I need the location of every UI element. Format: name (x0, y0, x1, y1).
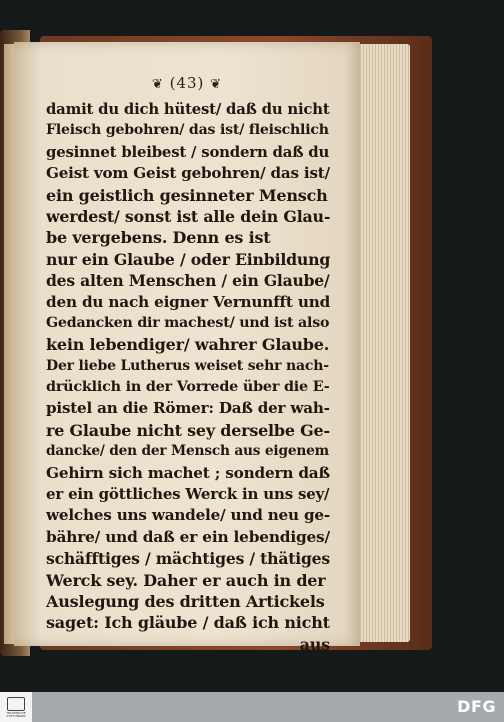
text-line: kein lebendiger/ wahrer Glaube. (46, 335, 330, 355)
text-line: pistel an die Römer: Daß der wah- (46, 399, 330, 418)
book (0, 30, 440, 660)
text-block (46, 99, 330, 655)
text-line: nur ein Glaube / oder Einbildung (46, 249, 330, 269)
text-line: Gedancken dir machest/ und ist also (46, 314, 330, 331)
text-line: drücklich in der Vorrede über die E- (46, 379, 330, 396)
text-line: schäfftiges / mächtiges / thätiges (46, 549, 330, 569)
text-line: be vergebens. Denn es ist (46, 228, 271, 248)
stiftung-logo (0, 692, 32, 722)
text-line: Werck sey. Daher er auch in der (46, 570, 326, 590)
page-stack-edge (352, 44, 410, 642)
text-line: werdest/ sonst ist alle dein Glau- (46, 206, 330, 226)
text-line: gesinnet bleibest / sondern daß du (46, 142, 330, 161)
text-line: ein geistlich gesinneter Mensch (46, 185, 328, 205)
text-line: re Glaube nicht sey derselbe Ge- (46, 420, 330, 440)
text-line: Geist vom Geist gebohren/ das ist/ (46, 164, 330, 183)
stiftung-logo-text: TECHNISCHE STIFTUNGEN (6, 710, 26, 718)
page-number (44, 74, 330, 92)
text-line: Gehirn sich machet ; sondern daß (46, 463, 330, 482)
text-line: Fleisch gebohren/ das ist/ fleischlich (46, 122, 329, 139)
text-line: welches uns wandele/ und neu ge- (46, 506, 330, 525)
ornament-right-icon: ❦ (210, 77, 223, 92)
text-line: er ein göttliches Werck in uns sey/ (46, 485, 330, 504)
emblem-icon (7, 697, 25, 711)
catchword: aus (299, 634, 330, 654)
text-line: Auslegung des dritten Artickels (46, 591, 325, 611)
text-line: damit du dich hütest/ daß du nicht (46, 100, 330, 118)
text-line: des alten Menschen / ein Glaube/ (46, 271, 330, 291)
text-line: den du nach eigner Vernunfft und (46, 292, 330, 311)
text-line: saget: Ich gläube / daß ich nicht (46, 613, 330, 633)
page-number-label: (43) (169, 74, 205, 92)
dfg-logo: DFG (457, 697, 496, 716)
text-line: Der liebe Lutherus weiset sehr nach- (46, 357, 329, 374)
text-line: dancke/ den der Mensch aus eigenem (46, 443, 329, 460)
book-page (14, 42, 360, 654)
text-line: bähre/ und daß er ein lebendiges/ (46, 527, 330, 546)
ornament-left-icon: ❦ (151, 77, 164, 92)
viewer-footer (0, 692, 504, 722)
